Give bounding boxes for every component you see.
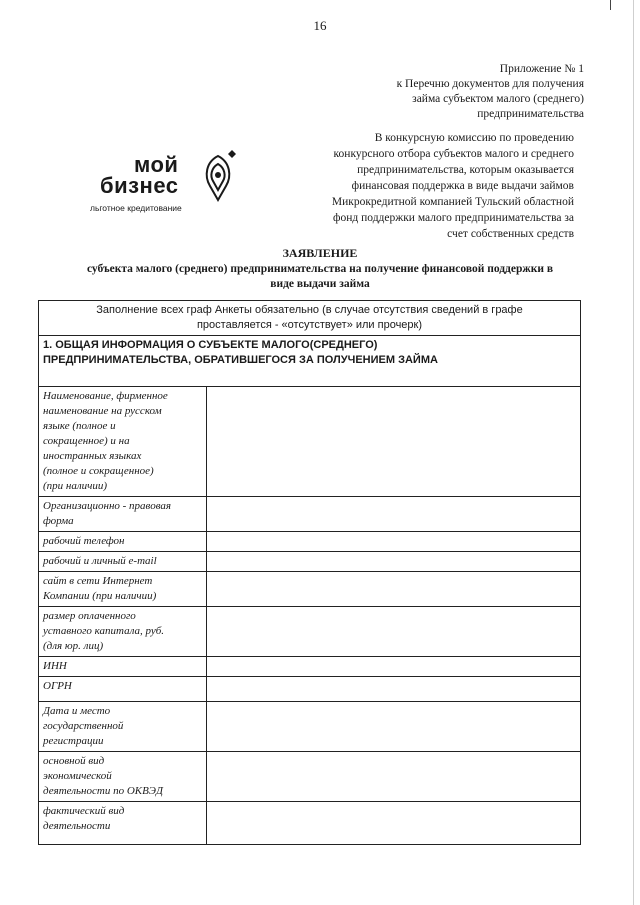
- field-value-okved[interactable]: [207, 752, 581, 802]
- field-label-legal-form: [39, 497, 207, 532]
- table-row: [39, 552, 581, 572]
- table-row: [39, 336, 581, 387]
- label-line: ИНН: [43, 660, 67, 672]
- label-line: уставного капитала, руб.: [43, 625, 165, 637]
- addressee-line: предпринимательства, которым оказывается: [357, 164, 574, 176]
- section-heading-line: ПРЕДПРИНИМАТЕЛЬСТВА, ОБРАТИВШЕГОСЯ ЗА ПОЛУЧЕНИЕМ ЗАЙМА: [43, 354, 438, 366]
- field-label-work-phone: [39, 532, 207, 552]
- logo-word-2: бизнес: [100, 173, 179, 198]
- moy-biznes-logo: [90, 150, 256, 220]
- table-row: [39, 607, 581, 657]
- field-label-ogrn: [39, 677, 207, 702]
- label-line: рабочий телефон: [43, 535, 125, 547]
- document-subtitle: [40, 262, 600, 292]
- field-label-actual-activity: [39, 802, 207, 845]
- field-value-website[interactable]: [207, 572, 581, 607]
- appendix-line: предпринимательства: [477, 108, 584, 120]
- addressee-block: [274, 130, 574, 242]
- logo-word-1: мой: [134, 152, 179, 177]
- addressee-line: счет собственных средств: [447, 228, 574, 240]
- label-line: сайт в сети Интернет: [43, 575, 153, 587]
- label-line: сокращенное) и на: [43, 435, 130, 447]
- addressee-line: Микрокредитной компанией Тульский областной: [331, 196, 574, 208]
- label-line: основной вид: [43, 755, 105, 767]
- addressee-line: финансовая поддержка в виде выдачи займов: [351, 180, 574, 192]
- label-line: ОГРН: [43, 680, 72, 692]
- field-label-name: [39, 387, 207, 497]
- form-instruction-note: [39, 301, 581, 336]
- appendix-line: к Перечню документов для получения: [396, 78, 584, 90]
- field-label-inn: [39, 657, 207, 677]
- label-line: государственной: [43, 720, 124, 732]
- label-line: размер оплаченного: [43, 610, 136, 622]
- label-line: языке (полное и: [43, 420, 116, 432]
- label-line: (полное и сокращенное): [43, 465, 154, 477]
- label-line: Наименование, фирменное: [43, 390, 168, 402]
- table-row: [39, 657, 581, 677]
- label-line: форма: [43, 515, 74, 527]
- label-line: (для юр. лиц): [43, 640, 104, 652]
- label-line: (при наличии): [43, 480, 108, 492]
- appendix-line: Приложение № 1: [499, 63, 584, 75]
- field-value-registration[interactable]: [207, 702, 581, 752]
- label-line: экономической: [43, 770, 112, 782]
- page-number: 16: [313, 18, 327, 33]
- label-line: Организационно - правовая: [43, 500, 172, 512]
- field-value-name[interactable]: [207, 387, 581, 497]
- table-row: [39, 802, 581, 845]
- field-label-email: [39, 552, 207, 572]
- table-row: [39, 497, 581, 532]
- note-line: проставляется - «отсутствует» или прочерк): [196, 319, 423, 331]
- field-label-capital: [39, 607, 207, 657]
- logo-tagline: льготное кредитование: [90, 203, 182, 213]
- label-line: деятельности: [43, 820, 111, 832]
- addressee-line: В конкурсную комиссию по проведению: [374, 132, 574, 144]
- table-row: [39, 572, 581, 607]
- table-row: [39, 387, 581, 497]
- table-row: [39, 301, 581, 336]
- field-label-registration: [39, 702, 207, 752]
- appendix-line: займа субъектом малого (среднего): [412, 93, 584, 105]
- field-value-capital[interactable]: [207, 607, 581, 657]
- table-row: [39, 532, 581, 552]
- label-line: рабочий и личный e-mail: [43, 555, 157, 567]
- page-corner-mark: [610, 0, 611, 10]
- note-line: Заполнение всех граф Анкеты обязательно (в случае отсутствия сведений в графе: [96, 304, 523, 316]
- addressee-line: фонд поддержки малого предпринимательства за: [333, 212, 574, 224]
- subtitle-line: субъекта малого (среднего) предпринимательства на получение финансовой поддержки в: [86, 263, 554, 275]
- section-heading-line: 1. ОБЩАЯ ИНФОРМАЦИЯ О СУБЪЕКТЕ МАЛОГО(СРЕДНЕГО): [43, 339, 378, 351]
- table-row: [39, 702, 581, 752]
- field-value-actual-activity[interactable]: [207, 802, 581, 845]
- label-line: Дата и место: [43, 705, 111, 717]
- field-value-legal-form[interactable]: [207, 497, 581, 532]
- field-value-work-phone[interactable]: [207, 532, 581, 552]
- table-row: [39, 677, 581, 702]
- label-line: регистрации: [43, 735, 104, 747]
- field-value-ogrn[interactable]: [207, 677, 581, 702]
- subtitle-line: виде выдачи займа: [270, 278, 370, 290]
- application-form-table: [38, 300, 581, 845]
- label-line: наименование на русском: [43, 405, 162, 417]
- addressee-line: конкурсного отбора субъектов малого и среднего: [333, 148, 574, 160]
- document-title: ЗАЯВЛЕНИЕ: [282, 246, 358, 260]
- scan-edge-line: [633, 0, 634, 905]
- label-line: Компании (при наличии): [43, 590, 157, 602]
- label-line: деятельности по ОКВЭД: [43, 785, 164, 797]
- label-line: иностранных языках: [43, 450, 142, 462]
- field-value-inn[interactable]: [207, 657, 581, 677]
- field-value-email[interactable]: [207, 552, 581, 572]
- table-row: [39, 752, 581, 802]
- appendix-header: [324, 62, 584, 122]
- field-label-okved: [39, 752, 207, 802]
- label-line: фактический вид: [43, 805, 125, 817]
- field-label-website: [39, 572, 207, 607]
- section-heading: [39, 336, 581, 387]
- location-pin-icon: [200, 150, 240, 210]
